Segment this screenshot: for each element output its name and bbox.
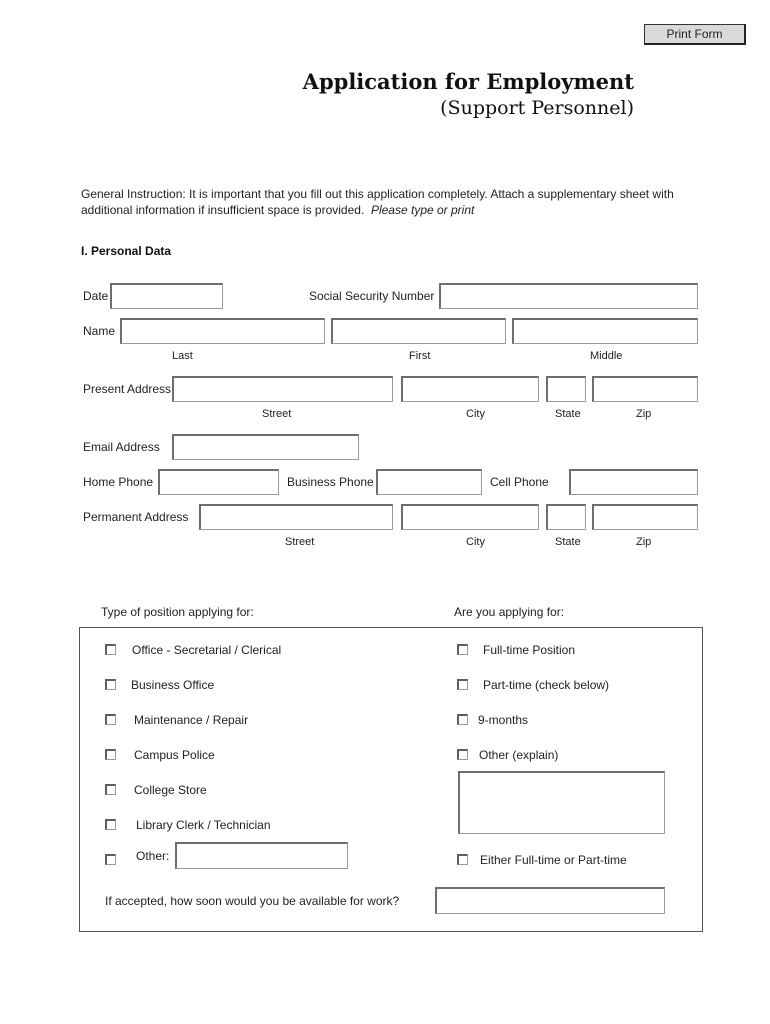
permanent-street-field[interactable] xyxy=(199,504,393,530)
nine-months-checkbox[interactable] xyxy=(457,714,468,725)
either-label: Either Full-time or Part-time xyxy=(480,853,627,867)
last-name-field[interactable] xyxy=(120,318,325,344)
office-clerical-label: Office - Secretarial / Clerical xyxy=(132,643,282,657)
present-street-field[interactable] xyxy=(172,376,393,402)
business-office-label: Business Office xyxy=(131,678,215,692)
other-position-checkbox[interactable] xyxy=(105,854,116,865)
maintenance-checkbox[interactable] xyxy=(105,714,116,725)
applying-for-heading: Are you applying for: xyxy=(454,605,565,619)
email-field[interactable] xyxy=(172,434,359,460)
date-field[interactable] xyxy=(110,283,223,309)
either-checkbox[interactable] xyxy=(457,854,468,865)
part-time-label: Part-time (check below) xyxy=(483,678,610,692)
other-explain-field[interactable] xyxy=(458,771,665,834)
instructions-text: General Instruction: It is important that you fill out this application completely. Attach a supplementary sheet with additional information if insufficient space is provided. xyxy=(81,187,674,217)
other-position-field[interactable] xyxy=(175,842,348,869)
part-time-checkbox[interactable] xyxy=(457,679,468,690)
business-office-checkbox[interactable] xyxy=(105,679,116,690)
state-caption: State xyxy=(555,408,581,420)
campus-police-checkbox[interactable] xyxy=(105,749,116,760)
position-type-heading: Type of position applying for: xyxy=(101,605,254,619)
permanent-zip-field[interactable] xyxy=(592,504,698,530)
present-city-field[interactable] xyxy=(401,376,539,402)
cell-phone-label: Cell Phone xyxy=(490,475,549,489)
maintenance-label: Maintenance / Repair xyxy=(134,713,249,727)
instructions-emphasis: Please type or print xyxy=(370,203,475,217)
page-subtitle: (Support Personnel) xyxy=(440,97,634,119)
street-caption: Street xyxy=(285,536,315,548)
permanent-state-field[interactable] xyxy=(546,504,586,530)
present-address-label: Present Address xyxy=(83,382,172,396)
availability-question: If accepted, how soon would you be available for work? xyxy=(105,894,400,908)
page-title: Application for Employment xyxy=(302,69,634,94)
home-phone-field[interactable] xyxy=(158,469,279,495)
last-caption: Last xyxy=(172,350,193,362)
library-clerk-label: Library Clerk / Technician xyxy=(136,818,271,832)
personal-data-heading: I. Personal Data xyxy=(81,244,172,258)
permanent-city-field[interactable] xyxy=(401,504,539,530)
other-position-label: Other: xyxy=(136,849,170,863)
city-caption: City xyxy=(466,408,485,420)
college-store-checkbox[interactable] xyxy=(105,784,116,795)
present-state-field[interactable] xyxy=(546,376,586,402)
street-caption: Street xyxy=(262,408,292,420)
full-time-checkbox[interactable] xyxy=(457,644,468,655)
first-caption: First xyxy=(409,350,431,362)
other-explain-checkbox[interactable] xyxy=(457,749,468,760)
ssn-field[interactable] xyxy=(439,283,698,309)
ssn-label: Social Security Number xyxy=(309,289,435,303)
campus-police-label: Campus Police xyxy=(134,748,215,762)
office-clerical-checkbox[interactable] xyxy=(105,644,116,655)
cell-phone-field[interactable] xyxy=(569,469,698,495)
present-zip-field[interactable] xyxy=(592,376,698,402)
general-instructions xyxy=(81,186,701,218)
email-label: Email Address xyxy=(83,440,160,454)
library-clerk-checkbox[interactable] xyxy=(105,819,116,830)
city-caption: City xyxy=(466,536,485,548)
college-store-label: College Store xyxy=(134,783,207,797)
middle-name-field[interactable] xyxy=(512,318,698,344)
business-phone-field[interactable] xyxy=(376,469,482,495)
permanent-address-label: Permanent Address xyxy=(83,510,189,524)
zip-caption: Zip xyxy=(636,536,652,548)
other-explain-label: Other (explain) xyxy=(479,748,559,762)
middle-caption: Middle xyxy=(590,350,623,362)
name-label: Name xyxy=(83,324,116,338)
full-time-label: Full-time Position xyxy=(483,643,576,657)
zip-caption: Zip xyxy=(636,408,652,420)
home-phone-label: Home Phone xyxy=(83,475,154,489)
business-phone-label: Business Phone xyxy=(287,475,374,489)
state-caption: State xyxy=(555,536,581,548)
print-form-button[interactable]: Print Form xyxy=(644,24,746,45)
first-name-field[interactable] xyxy=(331,318,506,344)
availability-field[interactable] xyxy=(435,887,665,914)
date-label: Date xyxy=(83,289,109,303)
nine-months-label: 9-months xyxy=(478,713,529,727)
